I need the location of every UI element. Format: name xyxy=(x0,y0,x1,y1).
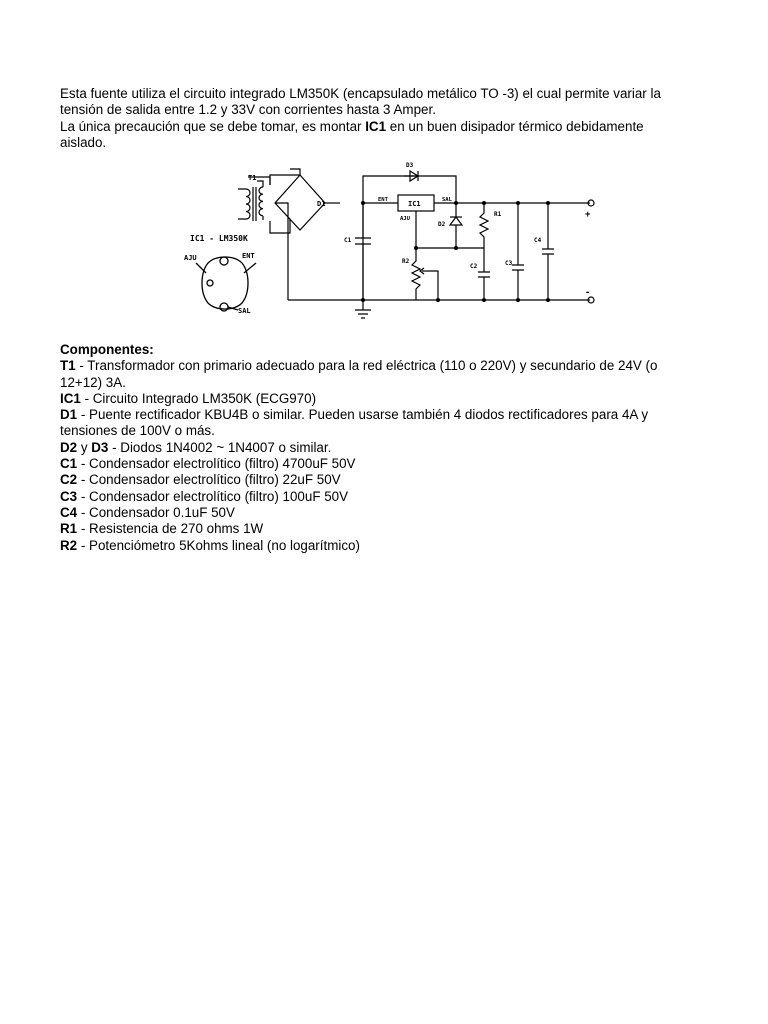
component-id: IC1 xyxy=(60,390,81,406)
component-description: - Condensador 0.1uF 50V xyxy=(77,504,235,520)
label-d2: D2 xyxy=(438,221,446,228)
component-description: - Resistencia de 270 ohms 1W xyxy=(77,521,264,537)
component-id: D1 xyxy=(60,407,78,423)
component-description: - Condensador electrolítico (filtro) 100uF 50V xyxy=(77,488,349,504)
intro-line-1: Esta fuente utiliza el circuito integrado LM350K (encapsulado metálico TO -3) el cual permite variar la xyxy=(60,86,661,101)
intro-line-3-post: en un buen disipador térmico debidamente xyxy=(386,118,644,134)
component-description: - Circuito Integrado LM350K (ECG970) xyxy=(80,390,317,406)
label-r1: R1 xyxy=(494,211,502,218)
component-id: C4 xyxy=(60,504,78,520)
component-id: T1 xyxy=(60,358,76,374)
label-ic1-box: IC1 xyxy=(408,200,421,208)
component-description-continued: tensiones de 100V o más. xyxy=(60,423,215,439)
component-id: R2 xyxy=(60,537,78,553)
component-id-2: D3 xyxy=(91,439,109,455)
components-section xyxy=(60,342,710,554)
intro-ic1-bold: IC1 xyxy=(365,118,387,134)
label-c3: C3 xyxy=(505,260,513,267)
label-d1: D1 xyxy=(317,200,326,208)
label-t1: T1 xyxy=(248,174,257,182)
components-heading: Componentes: xyxy=(60,342,154,357)
intro-line-2: tensión de salida entre 1.2 y 33V con corrientes hasta 3 Amper. xyxy=(60,102,436,118)
power-supply-schematic xyxy=(180,155,605,327)
ic1-package-drawing xyxy=(196,257,256,311)
component-item xyxy=(60,489,710,505)
label-package-ent: ENT xyxy=(242,252,255,260)
intro-line-4: aislado. xyxy=(60,134,107,150)
component-description: - Transformador con primario adecuado para la red eléctrica (110 o 220V) y secundario de 24V (o xyxy=(75,358,658,374)
label-c2: C2 xyxy=(470,263,478,270)
component-description: - Condensador electrolítico (filtro) 22uF 50V xyxy=(77,472,341,488)
label-minus: - xyxy=(585,288,591,298)
component-item xyxy=(60,358,710,374)
component-conjunction: y xyxy=(77,439,92,455)
label-ent: ENT xyxy=(378,197,388,203)
label-aju: AJU xyxy=(400,216,410,222)
label-c4: C4 xyxy=(534,237,542,244)
component-id: C3 xyxy=(60,488,78,504)
bridge-rectifier-d1 xyxy=(270,169,590,300)
component-id: C2 xyxy=(60,472,78,488)
transformer-t1 xyxy=(238,177,270,227)
intro-paragraph xyxy=(60,86,710,151)
component-description: - Condensador electrolítico (filtro) 4700uF 50V xyxy=(77,456,356,472)
label-d3: D3 xyxy=(406,162,414,169)
components-list xyxy=(60,358,710,554)
component-description: - Puente rectificador KBU4B o similar. Pueden usarse también 4 diodos rectificadores para 4A y xyxy=(77,407,649,423)
component-item xyxy=(60,440,710,456)
component-id: C1 xyxy=(60,456,78,472)
component-item xyxy=(60,456,710,472)
component-item xyxy=(60,505,710,521)
component-item xyxy=(60,521,710,537)
component-item xyxy=(60,472,710,488)
component-description: - Potenciómetro 5Kohms lineal (no logarítmico) xyxy=(77,537,360,553)
label-c1: C1 xyxy=(344,237,352,244)
component-item xyxy=(60,407,710,423)
label-package-title: IC1 - LM350K xyxy=(190,234,248,243)
label-plus: + xyxy=(585,210,591,220)
component-id: R1 xyxy=(60,521,78,537)
label-package-sal: SAL xyxy=(238,307,251,315)
label-r2: R2 xyxy=(402,258,410,265)
label-package-aju: AJU xyxy=(184,254,197,262)
component-item xyxy=(60,538,710,554)
component-id: D2 xyxy=(60,439,78,455)
component-description: - Diodos 1N4002 ~ 1N4007 o similar. xyxy=(108,439,332,455)
label-sal: SAL xyxy=(442,197,452,203)
component-description-continued: 12+12) 3A. xyxy=(60,374,126,390)
component-item xyxy=(60,391,710,407)
intro-line-3 xyxy=(60,119,710,135)
intro-line-3-pre: La única precaución que se debe tomar, es montar xyxy=(60,118,366,134)
